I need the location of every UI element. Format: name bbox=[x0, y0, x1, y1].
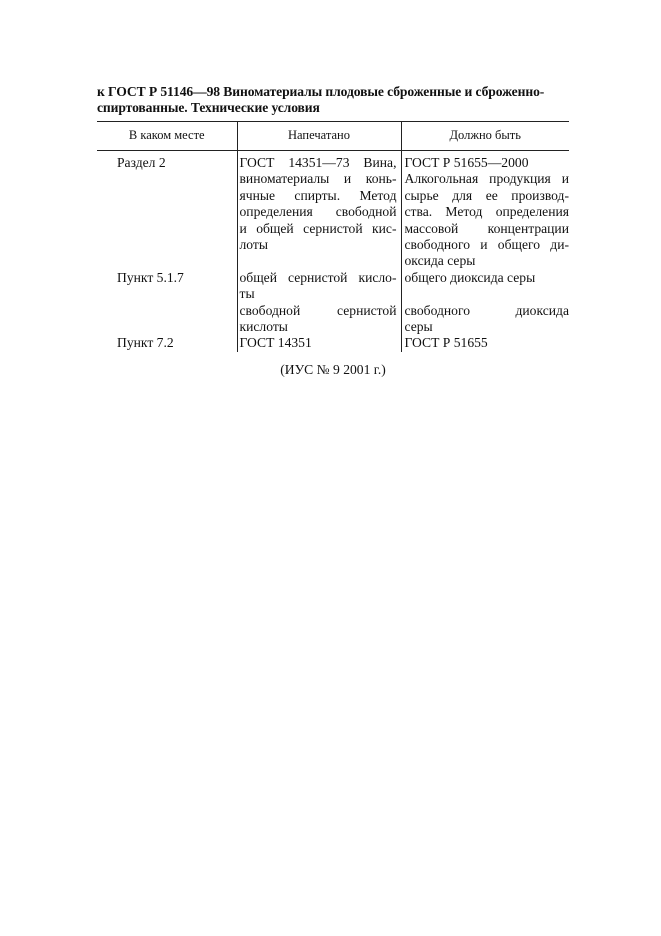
text-line: свободной сернистой bbox=[239, 302, 397, 318]
text-line: общего диоксида серы bbox=[404, 269, 536, 285]
cell-printed bbox=[237, 151, 401, 270]
text-line: ты bbox=[239, 286, 255, 302]
text-line: ГОСТ Р 51655 bbox=[404, 335, 488, 351]
document-title bbox=[97, 84, 569, 116]
cell-printed bbox=[237, 335, 401, 351]
table-row bbox=[97, 151, 569, 270]
text-line: ГОСТ Р 51655—2000 bbox=[404, 155, 529, 170]
text-line: ства. Метод определения bbox=[404, 204, 569, 220]
text-line: свободного диоксида bbox=[404, 302, 569, 318]
text-line: лоты bbox=[239, 237, 268, 253]
text-line: ячные спирты. Метод bbox=[239, 187, 397, 203]
cell-should-be bbox=[401, 270, 569, 336]
table-row bbox=[97, 335, 569, 351]
text-line: серы bbox=[404, 319, 433, 335]
text-line: виноматериалы и конь- bbox=[239, 171, 397, 187]
text-line: и общей сернистой кис- bbox=[239, 220, 397, 236]
cell-should-be bbox=[401, 151, 569, 270]
cell-printed bbox=[237, 270, 401, 336]
table-row bbox=[97, 270, 569, 336]
table-header-row bbox=[97, 122, 569, 151]
cell-place: Пункт 5.1.7 bbox=[117, 269, 184, 285]
text-line: оксида серы bbox=[404, 253, 476, 269]
amendment-document bbox=[97, 84, 569, 377]
text-line: кислоты bbox=[239, 319, 288, 335]
text-line: ГОСТ 14351—73 Вина, bbox=[239, 155, 397, 170]
cell-place: Пункт 7.2 bbox=[117, 335, 174, 351]
text-line: определения свободной bbox=[239, 204, 397, 220]
cell-place: Раздел 2 bbox=[117, 155, 166, 170]
document-title-line-1: к ГОСТ Р 51146—98 Виноматериалы плодовые сброженные и сброженно- bbox=[97, 84, 545, 99]
header-should-be: Должно быть bbox=[401, 122, 569, 151]
header-printed: Напечатано bbox=[237, 122, 401, 151]
text-line: массовой концентрации bbox=[404, 220, 569, 236]
text-line: ГОСТ 14351 bbox=[239, 335, 312, 351]
text-line: свободного и общего ди- bbox=[404, 237, 569, 253]
amendment-table bbox=[97, 121, 569, 352]
cell-should-be bbox=[401, 335, 569, 351]
text-line: Алкогольная продукция и bbox=[404, 171, 569, 187]
text-line-blank bbox=[405, 286, 570, 302]
text-line: общей сернистой кисло- bbox=[239, 269, 397, 285]
document-title-line-2: спиртованные. Технические условия bbox=[97, 100, 320, 115]
issue-reference: (ИУС № 9 2001 г.) bbox=[280, 362, 386, 377]
header-place: В каком месте bbox=[128, 127, 205, 142]
text-line: сырье для ее производ- bbox=[404, 187, 569, 203]
